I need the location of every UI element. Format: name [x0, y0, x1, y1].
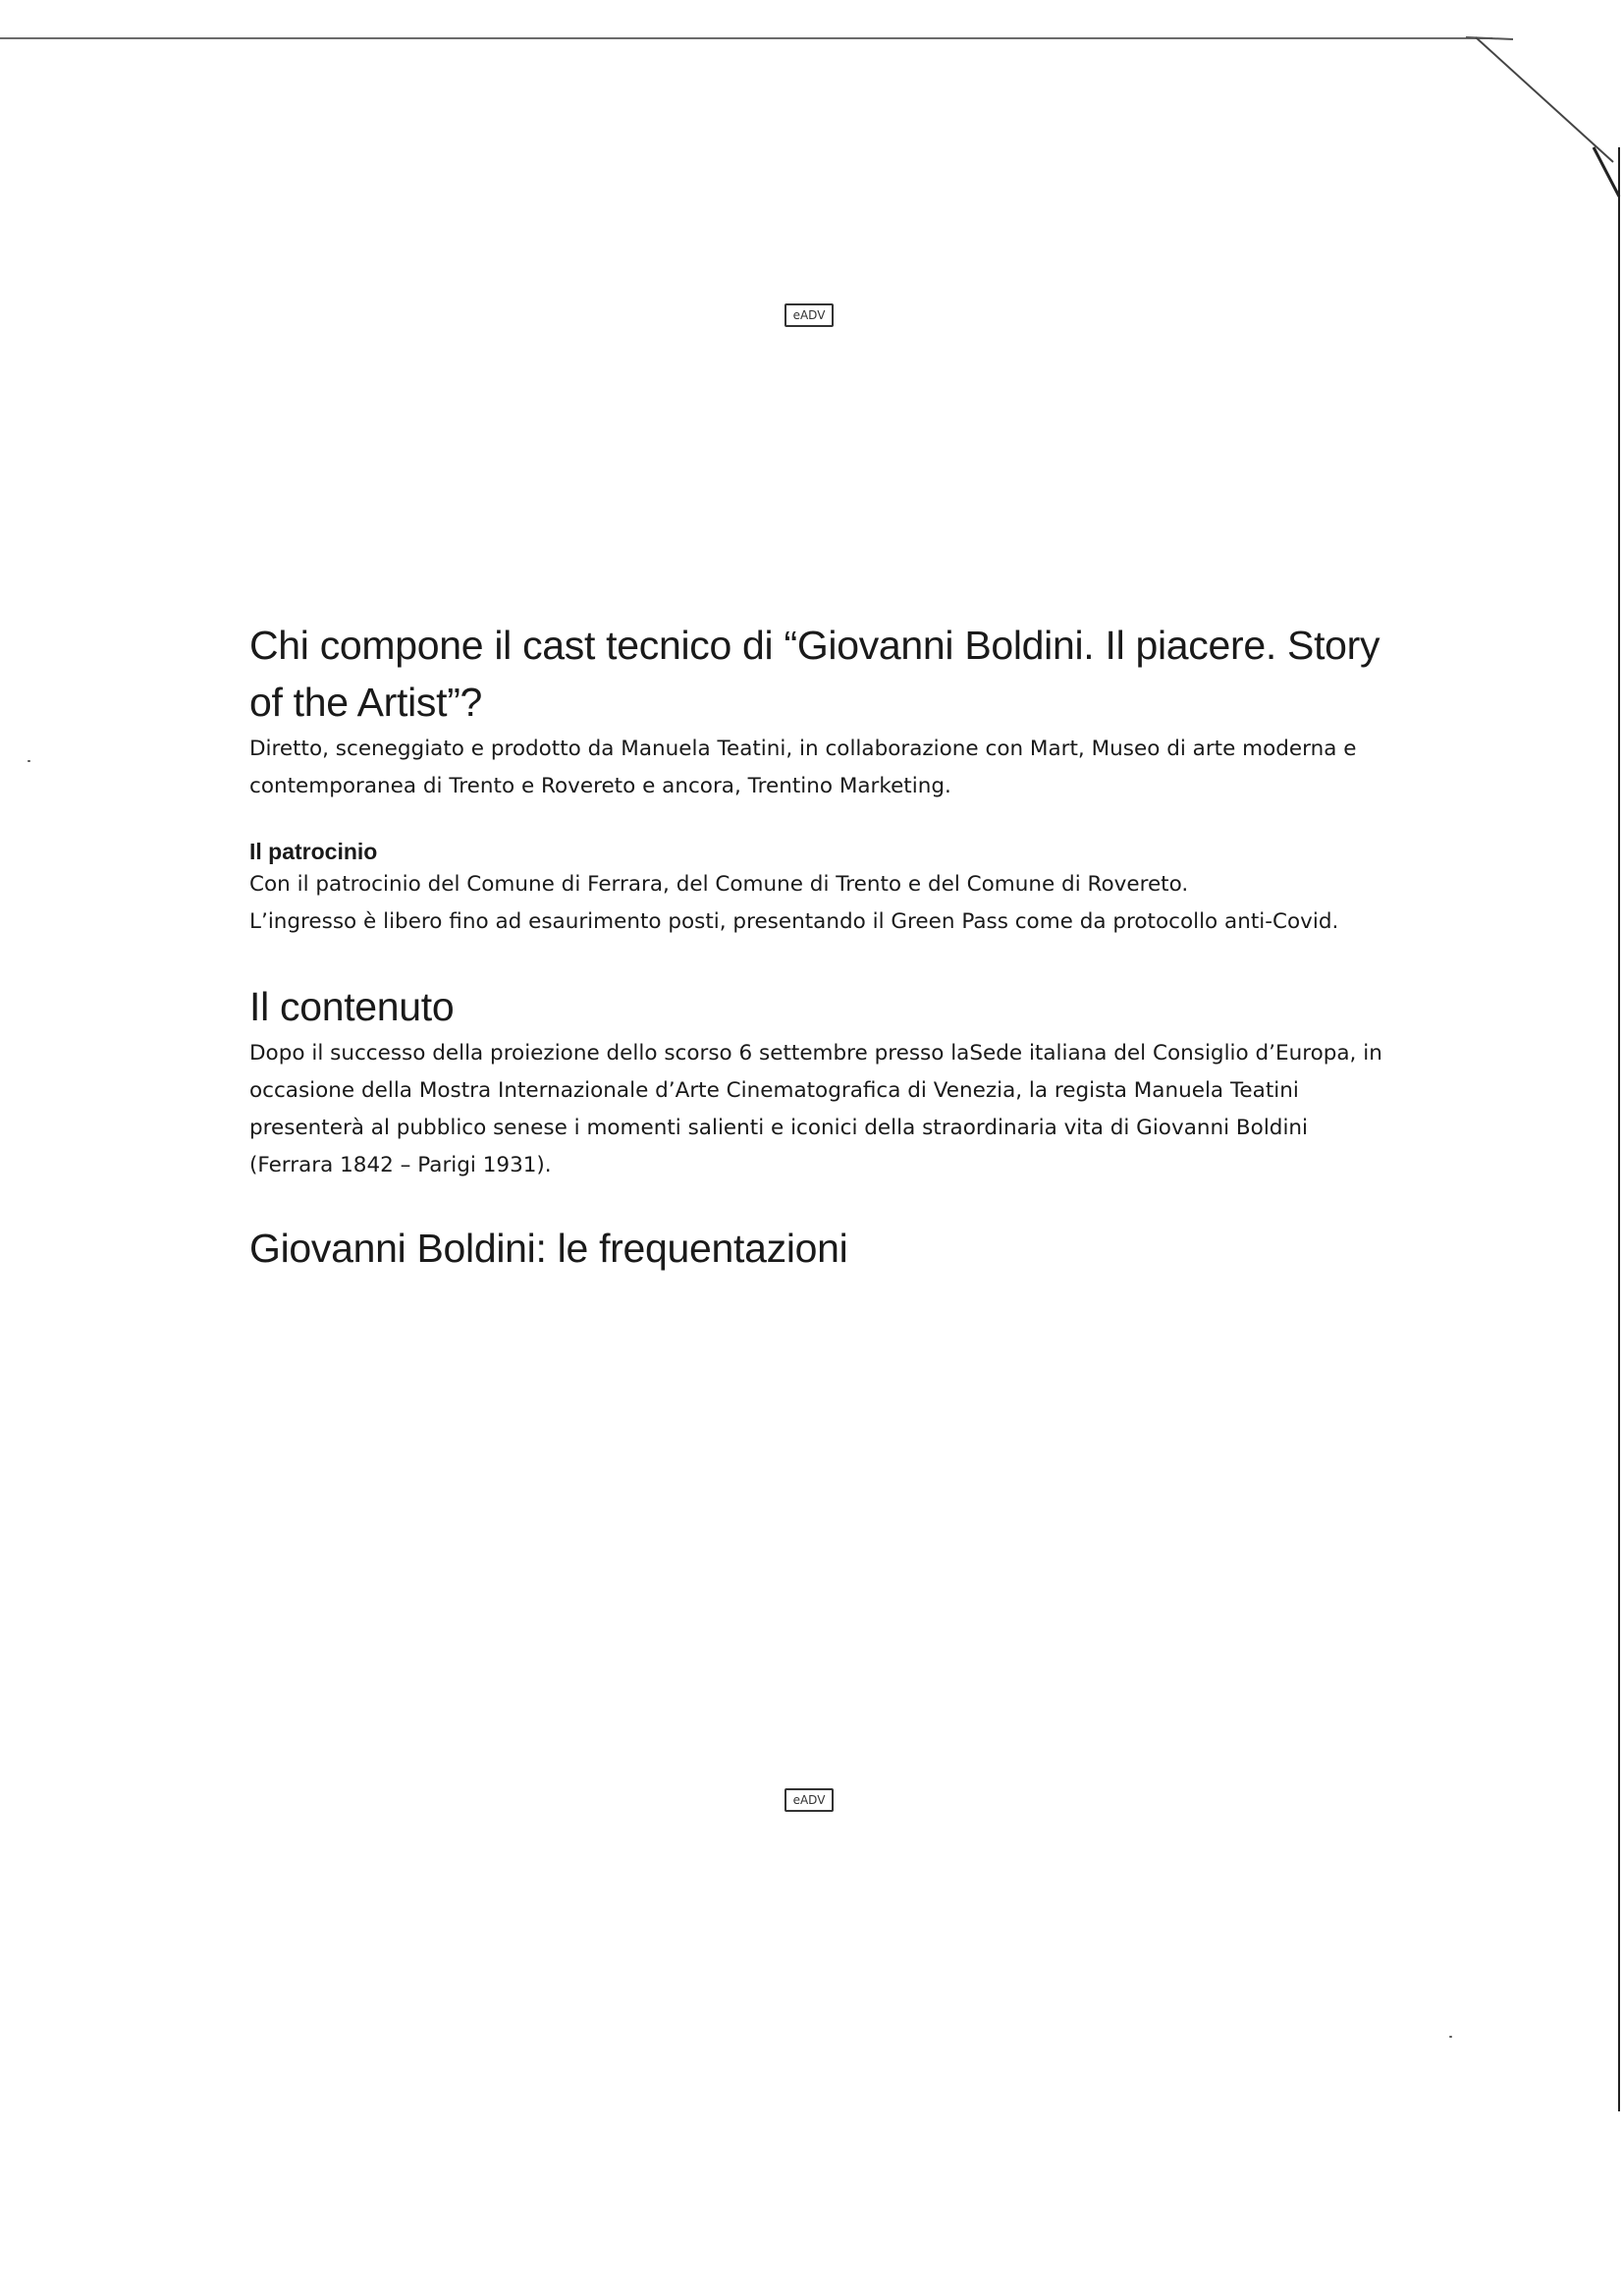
article-body: [249, 617, 1388, 1277]
paragraph-cast: Diretto, sceneggiato e prodotto da Manuela Teatini, in collaborazione con Mart, Museo di arte moderna e contemporanea di Trento e Rovereto e ancora, Trentino Marketing.: [249, 737, 1357, 798]
heading-contenuto: Il contenuto: [249, 984, 455, 1029]
scan-speck: [1449, 2036, 1452, 2038]
ad-badge-top[interactable]: eADV: [784, 303, 834, 327]
scan-speck: [27, 760, 30, 762]
scan-right-edge: [1618, 147, 1620, 2111]
ad-badge-bottom[interactable]: eADV: [784, 1788, 834, 1812]
paragraph-patrocinio-1: Con il patrocinio del Comune di Ferrara, del Comune di Trento e del Comune di Rovereto.: [249, 872, 1189, 897]
heading-cast: Chi compone il cast tecnico di “Giovanni Boldini. Il piacere. Story of the Artist”?: [249, 623, 1380, 725]
heading-frequentazioni: Giovanni Boldini: le frequentazioni: [249, 1226, 848, 1271]
paragraph-contenuto: Dopo il successo della proiezione dello scorso 6 settembre presso laSede italiana del Consiglio d’Europa, in occasione della Mostra Internazionale d’Arte Cinematografica di Venezia, la regista Manuela Teatini presenterà al pubblico senese i momenti salienti e iconici della straordinaria vita di Giovanni Boldini (Ferrara 1842 – Parigi 1931).: [249, 1041, 1382, 1177]
folded-corner-icon: [1466, 0, 1623, 216]
scan-top-line: [0, 37, 1492, 39]
paragraph-patrocinio-2: L’ingresso è libero fino ad esaurimento posti, presentando il Green Pass come da protocollo anti-Covid.: [249, 909, 1339, 934]
subheading-patrocinio: Il patrocinio: [249, 839, 378, 864]
